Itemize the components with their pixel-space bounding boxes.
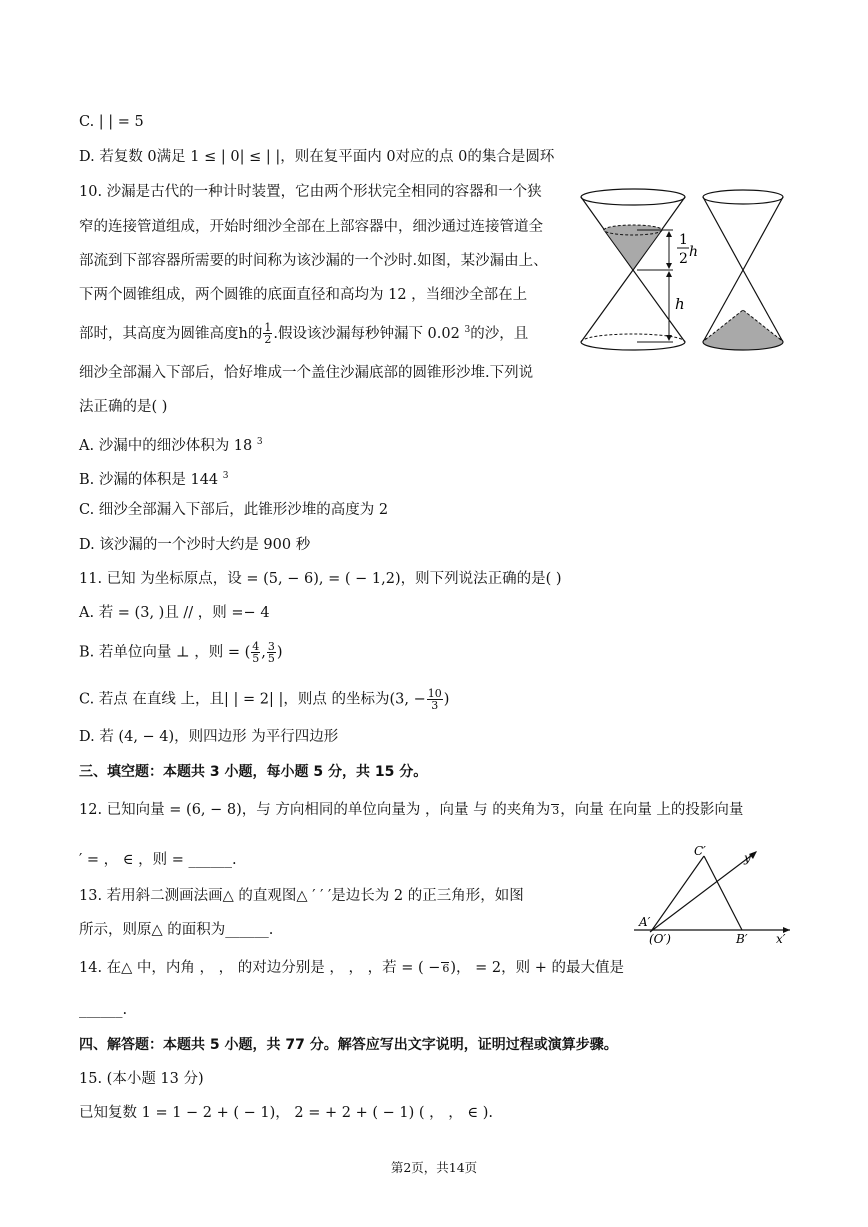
label-b-prime: B′ xyxy=(736,932,748,946)
question-12-line-1 xyxy=(79,800,743,820)
question-10-line-4: 下两个圆锥组成，两个圆锥的底面直径和高均为 12 ，当细沙全部在上 xyxy=(79,287,528,303)
fraction-numerator: 3 xyxy=(267,640,275,653)
fraction-half xyxy=(263,322,272,345)
fraction-numerator: 1 xyxy=(264,321,272,335)
label-x-prime: x′ xyxy=(776,932,786,946)
option-b-q11: B. 若单位向量 ⊥ ，则 = ( $\frac{4}{5}$ , $\frac{3}{5}$ ) xyxy=(79,640,283,665)
question-10-line-2: 窄的连接管道组成，开始时细沙全部在上部容器中，细沙通过连接管道全 xyxy=(79,219,543,235)
superscript-3: 3 xyxy=(256,437,263,447)
option-b-q10 xyxy=(79,466,229,490)
q14-text-b: )， = 2，则 + 的最大值是 xyxy=(450,960,624,976)
label-half-den: 2 xyxy=(679,251,688,267)
fraction-angle-14 xyxy=(441,962,449,974)
arrowhead xyxy=(666,335,672,341)
question-13-line-2: 所示，则原△ 的面积为______. xyxy=(79,922,274,938)
question-10-line-7: 法正确的是( ) xyxy=(79,399,168,415)
label-half-h: h xyxy=(689,244,699,260)
option-a-q11: A. 若 = (3, )且 // ，则 =− 4 xyxy=(79,605,270,621)
fraction-denominator: 3 xyxy=(431,699,439,712)
question-13-line-1: 13. 若用斜二测画法画△ 的直观图△ ′ ′ ′是边长为 2 的正三角形，如图 xyxy=(79,888,524,904)
label-c-prime: C′ xyxy=(694,844,706,858)
q10-text-c: 的沙，且 xyxy=(470,325,529,342)
fraction-denominator: 5 xyxy=(267,652,275,665)
option-b-close: ) xyxy=(276,644,283,661)
fraction-denominator: 6 xyxy=(442,962,450,975)
question-10-line-1: 10. 沙漏是古代的一种计时装置，它由两个形状完全相同的容器和一个狭 xyxy=(79,184,542,200)
fraction-denominator: 5 xyxy=(252,652,260,665)
option-d-q9: D. 若复数 0满足 1 ≤ | 0| ≤ | |，则在复平面内 0对应的点 0的集合是圆环 xyxy=(79,149,555,165)
question-12-line-2: ′ = ， ∈ ，则 = ______. xyxy=(79,852,237,868)
right-top-cone-edge-left xyxy=(703,197,743,270)
hourglass-figure xyxy=(575,180,795,360)
left-bottom-ellipse-front xyxy=(581,342,685,350)
y-axis xyxy=(650,852,756,932)
q10-text-b: .假设该沙漏每秒钟漏下 0.02 xyxy=(273,325,465,342)
fraction-angle xyxy=(551,804,559,816)
option-b-text: B. 沙漏的体积是 144 xyxy=(79,471,223,488)
arrowhead xyxy=(666,263,672,269)
side-a-c xyxy=(652,856,704,930)
arrowhead xyxy=(666,231,672,237)
section-3-heading: 三、填空题：本题共 3 小题，每小题 5 分，共 15 分。 xyxy=(79,764,428,780)
sand-upper xyxy=(604,230,662,270)
label-h: h xyxy=(675,295,685,313)
question-15-line-1: 已知复数 1 = 1 − 2 + ( − 1)， 2 = + 2 + ( − 1) ( ， ， ∈ ). xyxy=(79,1105,493,1121)
question-10-line-6: 细沙全部漏入下部后，恰好堆成一个盖住沙漏底部的圆锥形沙堆.下列说 xyxy=(79,365,534,381)
option-a-q10 xyxy=(79,432,263,456)
option-c-q11 xyxy=(79,688,449,711)
superscript-3: 3 xyxy=(464,325,471,335)
fraction-denominator: 2 xyxy=(264,333,272,347)
q14-text-a: 14. 在△ 中，内角 ， ， 的对边分别是 ， ， ，若 = ( − xyxy=(79,960,441,976)
question-10-line-5 xyxy=(79,320,528,345)
right-top-cone-edge-right xyxy=(743,197,783,270)
fraction-4-5 xyxy=(251,641,260,664)
option-b-text: B. 若单位向量 ⊥ ，则 = ( xyxy=(79,644,251,661)
question-15-heading: 15. (本小题 13 分) xyxy=(79,1071,204,1087)
question-11: 11. 已知 为坐标原点，设 = (5, − 6), = ( − 1,2)，则下列说法正确的是( ) xyxy=(79,571,562,587)
fraction-denominator: 3 xyxy=(552,804,560,817)
question-10-line-3: 部流到下部容器所需要的时间称为该沙漏的一个沙时.如图，某沙漏由上、 xyxy=(79,253,548,269)
oblique-triangle-figure xyxy=(630,840,795,950)
page-footer: 第2页，共14页 xyxy=(390,1160,478,1175)
option-d-q10: D. 该沙漏的一个沙时大约是 900 秒 xyxy=(79,537,311,553)
right-top-ellipse xyxy=(703,190,783,204)
question-14-line-1 xyxy=(79,958,624,978)
label-half-num: 1 xyxy=(679,232,688,248)
q10-text-a: 部时，其高度为圆锥高度h的 xyxy=(79,325,263,342)
question-14-line-2: ______. xyxy=(79,1002,128,1018)
option-d-q11: D. 若 (4, − 4)，则四边形 为平行四边形 xyxy=(79,729,339,745)
fraction-10-3 xyxy=(427,688,443,711)
left-bottom-cone-edge-left xyxy=(581,270,633,342)
option-c-close: ) xyxy=(443,691,450,708)
option-c-q9: C. | | = 5 xyxy=(79,114,144,130)
fraction-numerator: 10 xyxy=(427,687,442,700)
arrowhead xyxy=(666,271,672,277)
fraction-3-5 xyxy=(267,641,276,664)
label-o-prime: (O′) xyxy=(649,932,671,946)
superscript-3: 3 xyxy=(222,471,229,481)
left-top-ellipse xyxy=(581,189,685,205)
option-a-text: A. 沙漏中的细沙体积为 18 xyxy=(79,437,257,454)
label-y-prime: y′ xyxy=(744,851,754,865)
option-c-q10: C. 细沙全部漏入下部后，此锥形沙堆的高度为 2 xyxy=(79,502,389,518)
label-a-prime: A′ xyxy=(639,915,651,929)
sand-pile xyxy=(705,310,781,340)
section-4-heading: 四、解答题：本题共 5 小题，共 77 分。解答应写出文字说明，证明过程或演算步骤。 xyxy=(79,1037,618,1053)
q12-text-a: 12. 已知向量 = (6, − 8)，与 方向相同的单位向量为 ，向量 与 的夹角为 xyxy=(79,802,551,818)
option-c-text: C. 若点 在直线 上，且| | = 2| |，则点 的坐标为(3, − xyxy=(79,691,426,708)
q12-text-b: ，向量 在向量 上的投影向量 xyxy=(560,802,744,818)
fraction-numerator: 4 xyxy=(252,640,260,653)
